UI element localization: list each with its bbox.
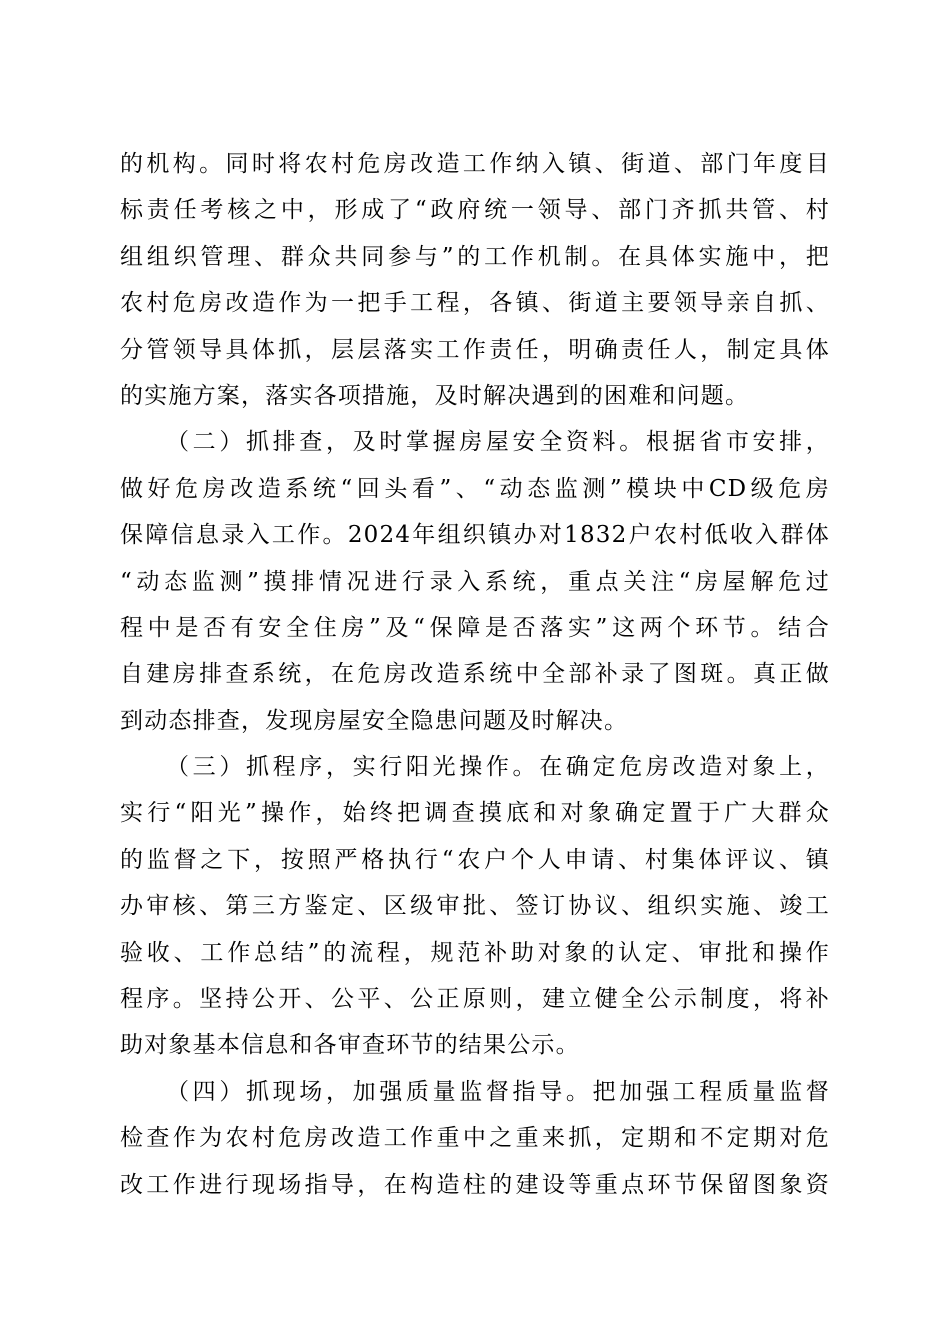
text-line: 的机构。同时将农村危房改造工作纳入镇、街道、部门年度目 bbox=[120, 151, 830, 177]
paragraph-4 bbox=[120, 1069, 830, 1208]
text-line: 自建房排查系统，在危房改造系统中全部补录了图斑。真正做 bbox=[120, 661, 830, 688]
text-line: 实行“阳光”操作，始终把调查摸底和对象确定置于广大群众 bbox=[120, 800, 830, 827]
text-line: 程中是否有安全住房”及“保障是否落实”这两个环节。结合 bbox=[120, 614, 830, 641]
text-line: 检查作为农村危房改造工作重中之重来抓，定期和不定期对危 bbox=[120, 1125, 830, 1152]
text-line: 到动态排查，发现房屋安全隐患问题及时解决。 bbox=[120, 707, 629, 734]
text-line: 农村危房改造作为一把手工程，各镇、街道主要领导亲自抓、 bbox=[120, 290, 830, 317]
paragraph-3 bbox=[120, 744, 830, 1069]
text-line: 做好危房改造系统“回头看”、“动态监测”模块中CD级危房 bbox=[120, 475, 830, 502]
text-line: 程序。坚持公开、公平、公正原则，建立健全公示制度，将补 bbox=[120, 986, 830, 1013]
paragraph-1 bbox=[120, 141, 830, 419]
text-line: “动态监测”摸排情况进行录入系统，重点关注“房屋解危过 bbox=[120, 568, 830, 595]
section-heading-line: （二）抓排查，及时掌握房屋安全资料。根据省市安排， bbox=[166, 429, 830, 456]
text-line: 的监督之下，按照严格执行“农户个人申请、村集体评议、镇 bbox=[120, 846, 830, 873]
section-heading-line: （四）抓现场，加强质量监督指导。把加强工程质量监督 bbox=[166, 1078, 830, 1105]
text-line: 的实施方案，落实各项措施，及时解决遇到的困难和问题。 bbox=[120, 382, 750, 409]
section-heading-line: （三）抓程序，实行阳光操作。在确定危房改造对象上， bbox=[166, 754, 830, 781]
text-line: 办审核、第三方鉴定、区级审批、签订协议、组织实施、竣工 bbox=[120, 893, 830, 920]
text-line: 标责任考核之中，形成了“政府统一领导、部门齐抓共管、村 bbox=[120, 197, 830, 224]
text-line: 组组织管理、群众共同参与”的工作机制。在具体实施中，把 bbox=[120, 243, 830, 270]
text-line: 改工作进行现场指导，在构造柱的建设等重点环节保留图象资 bbox=[120, 1171, 830, 1198]
text-line: 助对象基本信息和各审查环节的结果公示。 bbox=[120, 1032, 580, 1059]
text-line: 分管领导具体抓，层层落实工作责任，明确责任人，制定具体 bbox=[120, 336, 830, 363]
paragraph-2 bbox=[120, 419, 830, 744]
document-body bbox=[120, 141, 830, 1208]
text-line: 保障信息录入工作。2024年组织镇办对1832户农村低收入群体 bbox=[120, 522, 830, 549]
text-line: 验收、工作总结”的流程，规范补助对象的认定、审批和操作 bbox=[120, 939, 830, 966]
